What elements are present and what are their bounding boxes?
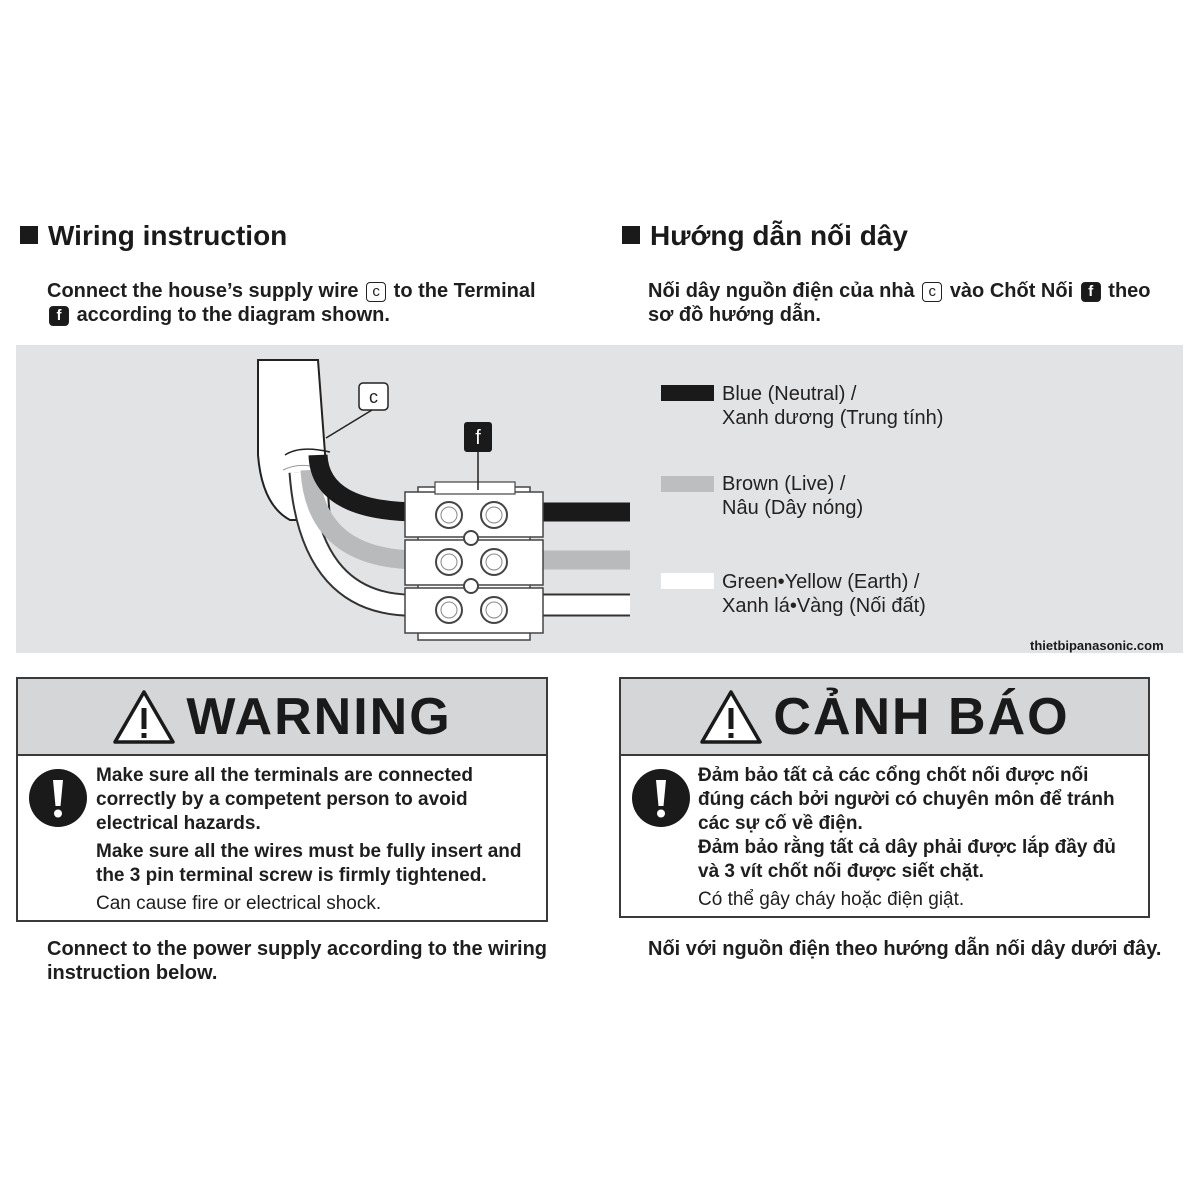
footer-en xyxy=(47,937,547,985)
warning-triangle-icon xyxy=(699,689,763,745)
callout-c-label: c xyxy=(369,387,378,407)
warning-box-en xyxy=(16,677,548,922)
warning-line: the 3 pin terminal screw is firmly tightened. xyxy=(96,865,487,886)
warning-text xyxy=(96,764,546,916)
warning-header xyxy=(18,679,546,756)
legend-live xyxy=(722,472,863,520)
warning-text xyxy=(698,764,1148,912)
heading-text: Hướng dẫn nối dây xyxy=(650,220,908,251)
warning-line: Đảm bảo tất cả các cổng chốt nối được nối xyxy=(698,765,1089,786)
footer-line: instruction below. xyxy=(47,962,218,984)
warning-box-vi xyxy=(619,677,1150,918)
legend-line: Nâu (Dây nóng) xyxy=(722,497,864,519)
warning-line: electrical hazards. xyxy=(96,813,261,834)
exclamation-circle-icon xyxy=(632,769,690,827)
intro-text: theo xyxy=(1108,280,1151,302)
source-credit: thietbipanasonic.com xyxy=(1030,638,1164,653)
callout-c xyxy=(326,383,388,438)
intro-text: Connect the house’s supply wire xyxy=(47,280,359,302)
footer-vi: Nối với nguồn điện theo hướng dẫn nối dây dưới đây. xyxy=(648,938,1162,960)
warning-title: WARNING xyxy=(186,687,452,746)
warning-line: Đảm bảo rằng tất cả dây phải được lắp đầy đủ xyxy=(698,837,1116,858)
warning-header xyxy=(621,679,1148,756)
legend-line: Blue (Neutral) / xyxy=(722,383,857,405)
legend-line: Xanh dương (Trung tính) xyxy=(722,407,944,429)
intro-text: to the Terminal xyxy=(393,280,536,302)
terminal-block xyxy=(405,482,543,640)
legend-swatch-earth xyxy=(661,573,714,589)
heading-text: Wiring instruction xyxy=(48,220,288,251)
legend-earth xyxy=(722,570,926,618)
warning-consequence: Có thể gây cháy hoặc điện giật. xyxy=(698,889,965,910)
legend-swatch-neutral xyxy=(661,385,714,401)
warning-consequence: Can cause fire or electrical shock. xyxy=(96,893,382,914)
marker-f-icon: f xyxy=(1081,282,1101,302)
marker-c-icon: c xyxy=(366,282,386,302)
exclamation-circle-icon xyxy=(29,769,87,827)
callout-f-label: f xyxy=(475,427,481,449)
warning-line: Make sure all the wires must be fully insert and xyxy=(96,841,522,862)
warning-title: CẢNH BÁO xyxy=(773,687,1070,746)
footer-line: Connect to the power supply according to the wiring xyxy=(47,938,548,960)
legend-line: Green•Yellow (Earth) / xyxy=(722,571,920,593)
legend-line: Brown (Live) / xyxy=(722,473,846,495)
intro-text: according to the diagram shown. xyxy=(76,304,390,326)
warning-line: các sự cố về điện. xyxy=(698,813,863,834)
marker-f-icon: f xyxy=(49,306,69,326)
warning-triangle-icon xyxy=(112,689,176,745)
warning-line: correctly by a competent person to avoid xyxy=(96,789,468,810)
warning-line: Make sure all the terminals are connected xyxy=(96,765,473,786)
intro-text: vào Chốt Nối xyxy=(949,280,1074,302)
intro-text: Nối dây nguồn điện của nhà xyxy=(648,280,915,302)
intro-vi-line2: sơ đồ hướng dẫn. xyxy=(648,304,821,326)
callout-f xyxy=(464,422,492,490)
legend-swatch-live xyxy=(661,476,714,492)
legend-line: Xanh lá•Vàng (Nối đất) xyxy=(722,595,926,617)
legend-neutral xyxy=(722,382,943,430)
marker-c-icon: c xyxy=(922,282,942,302)
warning-line: đúng cách bởi người có chuyên môn để tránh xyxy=(698,789,1115,810)
warning-line: và 3 vít chốt nối được siết chặt. xyxy=(698,861,984,882)
